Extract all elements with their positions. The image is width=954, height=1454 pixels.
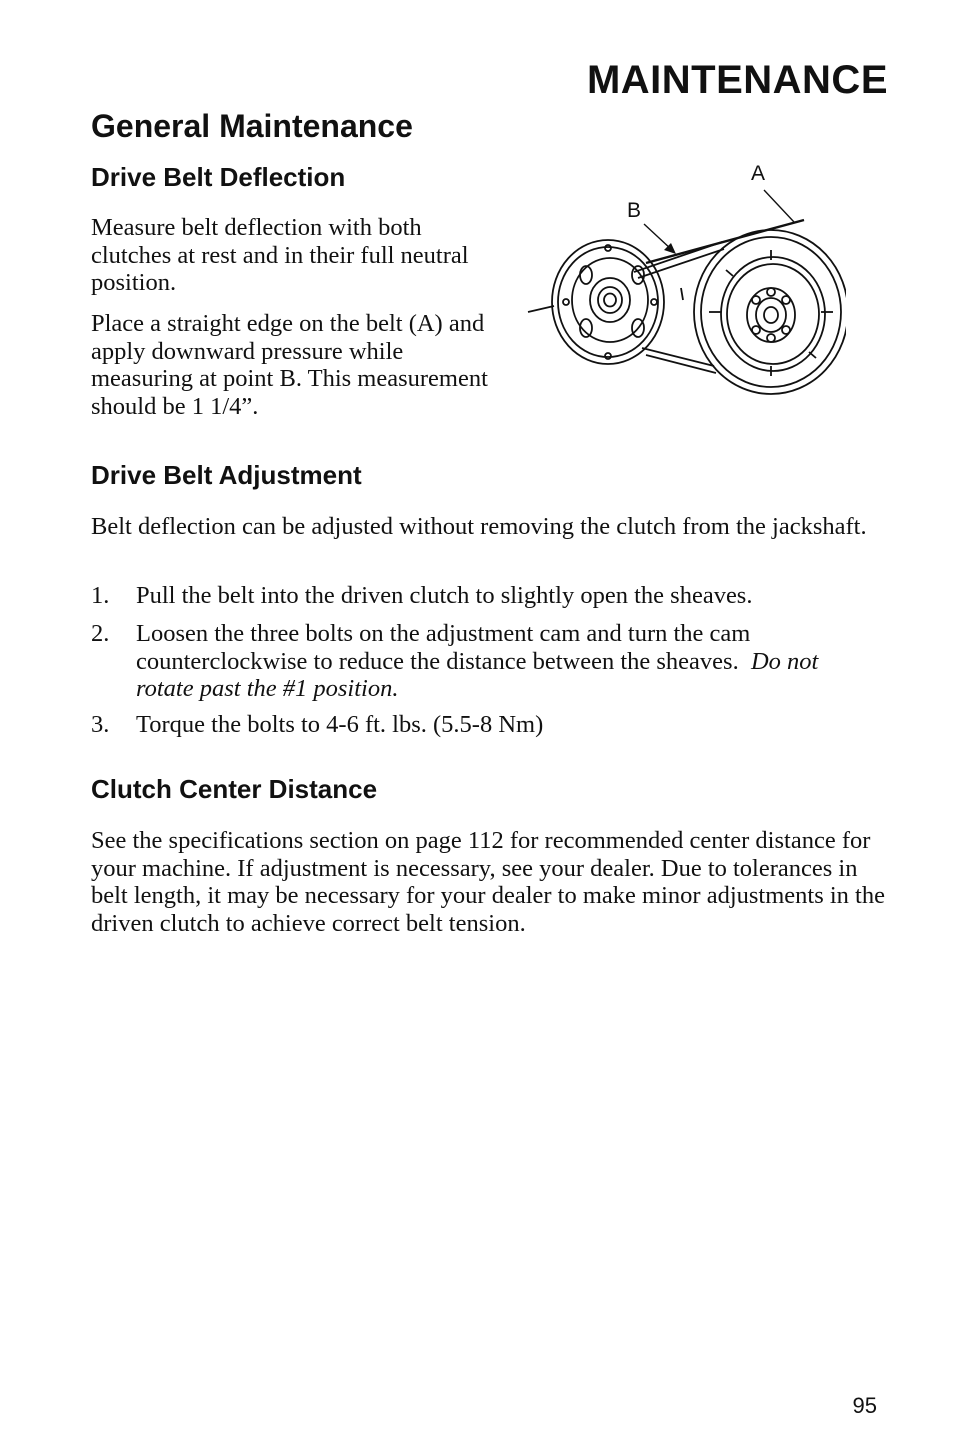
figure-label-b: B bbox=[627, 199, 642, 222]
belt-deflection-figure bbox=[526, 160, 846, 410]
clutch-belt-illustration bbox=[526, 160, 846, 410]
deflection-paragraph-1: Measure belt deflection with both clutches at rest and in their full neutral position. bbox=[91, 214, 469, 296]
list-item-text: Pull the belt into the driven clutch to slightly open the sheaves. bbox=[136, 582, 753, 609]
list-item-number: 3. bbox=[91, 711, 110, 738]
center-distance-paragraph: See the specifications section on page 112 for recommended center distance for your machine. If adjustment is necessary, see your dealer. Due to tolerances in belt length, it may be necessary for your dealer to make minor adjustments in the driven clutch to achieve correct belt tension. bbox=[91, 827, 885, 937]
list-item-text-container bbox=[136, 620, 881, 703]
list-item bbox=[91, 620, 881, 703]
page-number: 95 bbox=[852, 1393, 877, 1418]
list-item-number: 2. bbox=[91, 620, 110, 647]
list-item-warning: Do not rotate past the #1 position. bbox=[136, 647, 819, 702]
heading-clutch-center-distance: Clutch Center Distance bbox=[91, 774, 378, 804]
adjustment-intro: Belt deflection can be adjusted without removing the clutch from the jackshaft. bbox=[91, 513, 867, 540]
section-title: General Maintenance bbox=[91, 108, 413, 144]
chapter-title: MAINTENANCE bbox=[586, 58, 888, 102]
list-item-text: Loosen the three bolts on the adjustment cam and turn the cam counterclockwise to reduce the distance between the sheaves. bbox=[136, 620, 751, 675]
figure-label-a: A bbox=[751, 162, 766, 185]
deflection-paragraph-2: Place a straight edge on the belt (A) and apply downward pressure while measuring at point B. This measurement should be 1 1/4”. bbox=[91, 310, 488, 420]
heading-drive-belt-deflection: Drive Belt Deflection bbox=[91, 162, 346, 192]
heading-drive-belt-adjustment: Drive Belt Adjustment bbox=[91, 460, 362, 490]
list-item bbox=[91, 582, 881, 610]
list-item bbox=[91, 711, 881, 739]
list-item-text: Torque the bolts to 4-6 ft. lbs. (5.5-8 Nm) bbox=[136, 711, 544, 738]
list-item-number: 1. bbox=[91, 582, 110, 609]
